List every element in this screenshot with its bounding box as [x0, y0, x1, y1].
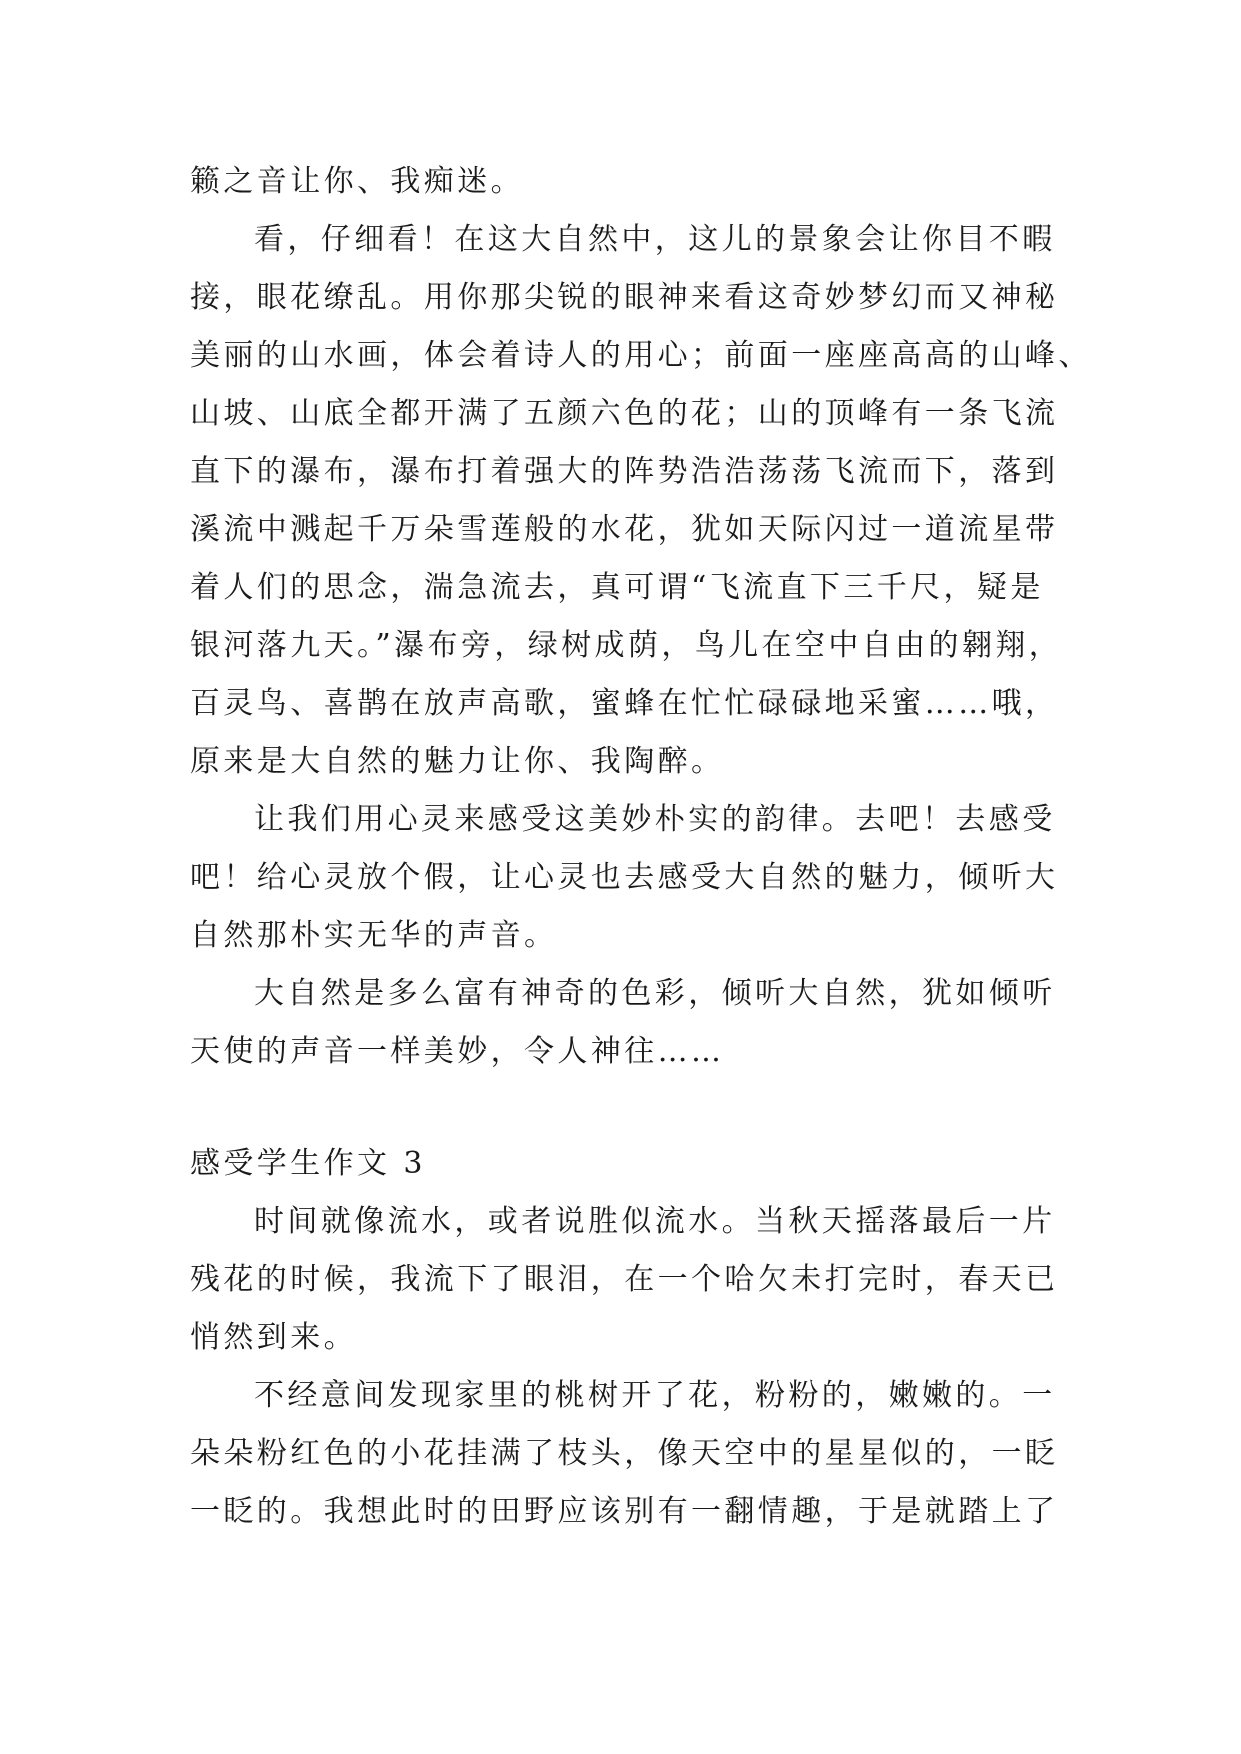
- text-line: 美丽的山水画，体会着诗人的用心；前面一座座高高的山峰、: [190, 338, 1092, 373]
- text-line: 自然那朴实无华的声音。: [190, 918, 558, 953]
- text-line: 直下的瀑布，瀑布打着强大的阵势浩浩荡荡飞流而下，落到: [190, 454, 1059, 489]
- paragraph-line: 不经意间发现家里的桃树开了花，粉粉的，嫩嫩的。一: [254, 1378, 1056, 1413]
- text-line: 朵朵粉红色的小花挂满了枝头，像天空中的星星似的，一眨: [190, 1436, 1059, 1471]
- text-line: 原来是大自然的魅力让你、我陶醉。: [190, 744, 725, 779]
- text-line: 残花的时候，我流下了眼泪，在一个哈欠未打完时，春天已: [190, 1262, 1059, 1297]
- paragraph-line: 时间就像流水，或者说胜似流水。当秋天摇落最后一片: [254, 1204, 1056, 1239]
- paragraph-line: 看，仔细看！在这大自然中，这儿的景象会让你目不暇: [254, 222, 1056, 257]
- text-line: 吧！给心灵放个假，让心灵也去感受大自然的魅力，倾听大: [190, 860, 1059, 895]
- paragraph-line: 让我们用心灵来感受这美妙朴实的韵律。去吧！去感受: [254, 802, 1056, 837]
- text-line: 悄然到来。: [190, 1320, 357, 1355]
- section-heading: 感受学生作文 3: [190, 1146, 426, 1181]
- text-line: 天使的声音一样美妙，令人神往……: [190, 1034, 725, 1069]
- text-line: 着人们的思念，湍急流去，真可谓“飞流直下三千尺，疑是: [190, 570, 1044, 605]
- text-line: 籁之音让你、我痴迷。: [190, 164, 524, 199]
- text-line: 一眨的。我想此时的田野应该别有一翻情趣，于是就踏上了: [190, 1494, 1059, 1529]
- text-line: 山坡、山底全都开满了五颜六色的花；山的顶峰有一条飞流: [190, 396, 1059, 431]
- text-line: 银河落九天。”瀑布旁，绿树成荫，鸟儿在空中自由的翱翔，: [190, 628, 1063, 663]
- text-line: 接，眼花缭乱。用你那尖锐的眼神来看这奇妙梦幻而又神秘: [190, 280, 1059, 315]
- paragraph-line: 大自然是多么富有神奇的色彩，倾听大自然，犹如倾听: [254, 976, 1056, 1011]
- text-line: 百灵鸟、喜鹊在放声高歌，蜜蜂在忙忙碌碌地采蜜……哦，: [190, 686, 1059, 721]
- text-line: 溪流中溅起千万朵雪莲般的水花，犹如天际闪过一道流星带: [190, 512, 1059, 547]
